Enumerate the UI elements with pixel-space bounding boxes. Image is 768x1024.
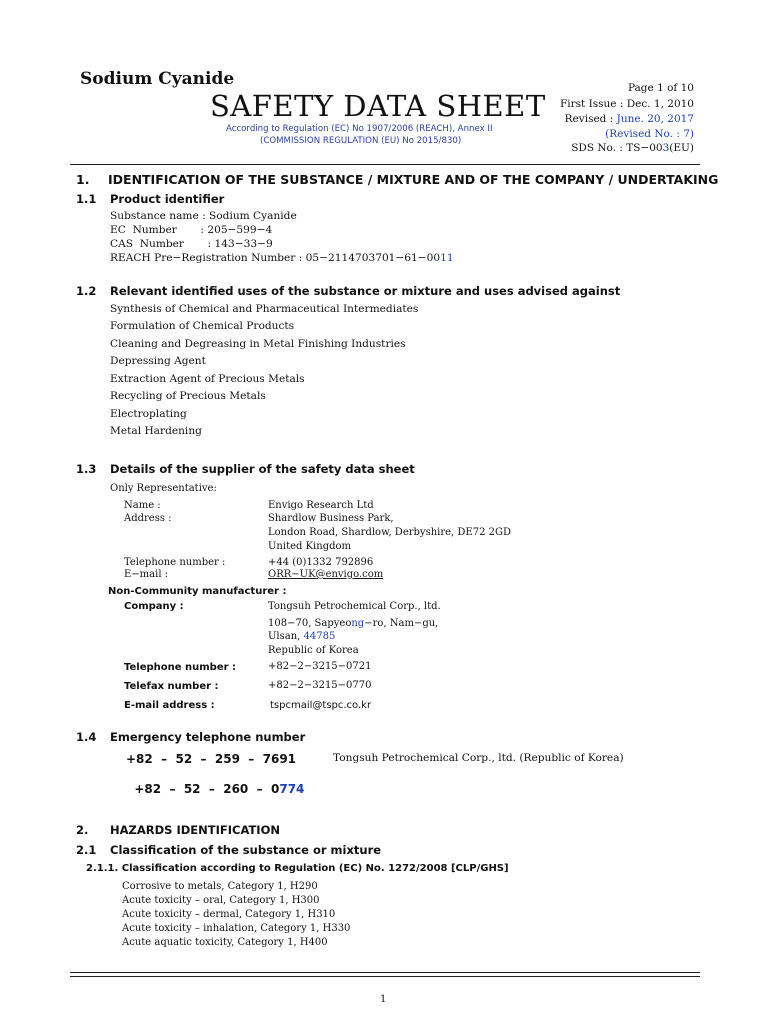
sds-number-suffix: (EU) <box>669 142 694 154</box>
section-1-3-title: Details of the supplier of the safety data sheet <box>110 462 415 476</box>
classification-item: Acute toxicity – dermal, Category 1, H310 <box>122 909 336 920</box>
section-1-1-title: Product identifier <box>110 192 225 206</box>
manufacturer-email-value: tspcmail@tspc.co.kr <box>270 700 372 711</box>
email-link[interactable] <box>268 569 383 580</box>
use-item: Formulation of Chemical Products <box>110 320 295 332</box>
section-1-3-number: 1.3 <box>76 462 97 476</box>
reach-number-highlight: 11 <box>440 252 454 264</box>
telephone-label: Telephone number : <box>124 557 226 568</box>
use-item: Electroplating <box>110 408 187 420</box>
company-value: Tongsuh Petrochemical Corp., ltd. <box>268 601 441 612</box>
company-label: Company : <box>124 601 184 612</box>
footer-divider-top <box>70 972 700 973</box>
emergency-phone-2-highlight: 774 <box>279 782 305 796</box>
sds-number <box>571 142 694 154</box>
company-country: Republic of Korea <box>268 645 359 656</box>
email-link-text[interactable]: ORR−UK@envigo.com <box>268 569 384 580</box>
section-1-2-title: Relevant identified uses of the substance or mixture and uses advised against <box>110 284 621 298</box>
use-item: Depressing Agent <box>110 355 206 367</box>
company-city-line <box>268 631 335 642</box>
company-address-prefix: 108−70, Sapyeo <box>268 618 352 629</box>
only-representative-label: Only Representative: <box>110 483 217 494</box>
name-value: Envigo Research Ltd <box>268 500 374 511</box>
page-count: Page 1 of 10 <box>627 82 694 94</box>
header-divider <box>70 164 700 165</box>
revised-date: June. 20, 2017 <box>616 113 694 125</box>
sds-number-prefix: SDS No. : TS−00 <box>571 142 663 154</box>
document-title: SAFETY DATA SHEET <box>210 89 546 123</box>
telephone-value: +44 (0)1332 792896 <box>268 557 374 568</box>
company-address-line <box>268 618 438 629</box>
section-2-1-number: 2.1 <box>76 843 97 857</box>
classification-item: Acute toxicity – oral, Category 1, H300 <box>122 895 320 906</box>
regulation-line-1: According to Regulation (EC) No 1907/2006 (REACH), Annex II <box>226 124 493 134</box>
emergency-phone-2 <box>126 768 304 796</box>
manufacturer-email-label: E-mail address : <box>124 700 215 711</box>
address-line: Shardlow Business Park, <box>268 513 394 524</box>
reach-number <box>110 252 454 264</box>
classification-item: Corrosive to metals, Category 1, H290 <box>122 881 318 892</box>
revised-label: Revised : <box>564 113 617 125</box>
use-item: Metal Hardening <box>110 425 202 437</box>
section-2-1-title: Classification of the substance or mixture <box>110 843 382 857</box>
use-item: Extraction Agent of Precious Metals <box>110 373 305 385</box>
company-city: Ulsan, <box>268 631 304 642</box>
address-label: Address : <box>124 513 172 524</box>
revised-number: (Revised No. : 7) <box>605 128 694 140</box>
telefax-label: Telefax number : <box>124 681 219 692</box>
regulation-line-2: (COMMISSION REGULATION (EU) No 2015/830) <box>260 136 462 146</box>
section-1-2-number: 1.2 <box>76 284 97 298</box>
section-2-number: 2. <box>76 823 89 837</box>
classification-item: Acute aquatic toxicity, Category 1, H400 <box>122 937 328 948</box>
sds-number-highlight: 3 <box>662 142 670 154</box>
emergency-company-note: Tongsuh Petrochemical Corp., ltd. (Republic of Korea) <box>333 752 624 764</box>
company-postcode: 44785 <box>303 631 336 642</box>
reach-number-prefix: REACH Pre−Registration Number : 05−2114703701−61−00 <box>110 252 441 264</box>
telefax-value: +82−2−3215−0770 <box>268 680 372 691</box>
address-line: London Road, Shardlow, Derbyshire, DE72 2GD <box>268 527 511 538</box>
use-item: Synthesis of Chemical and Pharmaceutical Intermediates <box>110 303 419 315</box>
product-name: Sodium Cyanide <box>80 69 235 89</box>
use-item: Recycling of Precious Metals <box>110 390 266 402</box>
emergency-phone-1: +82 – 52 – 259 – 7691 <box>126 752 297 766</box>
email-label: E−mail : <box>124 569 169 580</box>
section-1-4-number: 1.4 <box>76 730 97 744</box>
section-1-4-title: Emergency telephone number <box>110 730 306 744</box>
section-1-number: 1. <box>76 172 90 187</box>
section-2-title: HAZARDS IDENTIFICATION <box>110 823 280 837</box>
classification-item: Acute toxicity – inhalation, Category 1, H330 <box>122 923 351 934</box>
first-issue: First Issue : Dec. 1, 2010 <box>560 98 694 110</box>
page-number: 1 <box>380 994 387 1005</box>
section-1-title: IDENTIFICATION OF THE SUBSTANCE / MIXTURE AND OF THE COMPANY / UNDERTAKING <box>108 172 719 187</box>
company-address-suffix: −ro, Nam−gu, <box>364 618 439 629</box>
section-2-1-1-title: 2.1.1. Classification according to Regulation (EC) No. 1272/2008 [CLP/GHS] <box>86 863 509 874</box>
substance-name: Substance name : Sodium Cyanide <box>110 210 297 222</box>
manufacturer-telephone-label: Telephone number : <box>124 662 237 673</box>
name-label: Name : <box>124 500 161 511</box>
ec-number: EC Number : 205−599−4 <box>110 224 273 236</box>
company-address-highlight: ng <box>351 618 365 629</box>
section-1-1-number: 1.1 <box>76 192 97 206</box>
non-community-manufacturer-label: Non-Community manufacturer : <box>108 586 287 597</box>
address-line: United Kingdom <box>268 541 351 552</box>
footer-divider-bottom <box>70 976 700 977</box>
emergency-phone-2-prefix: +82 – 52 – 260 – 0 <box>134 782 280 796</box>
revised-date-line <box>565 113 694 125</box>
manufacturer-telephone-value: +82−2−3215−0721 <box>268 661 372 672</box>
use-item: Cleaning and Degreasing in Metal Finishing Industries <box>110 338 406 350</box>
cas-number: CAS Number : 143−33−9 <box>110 238 273 250</box>
